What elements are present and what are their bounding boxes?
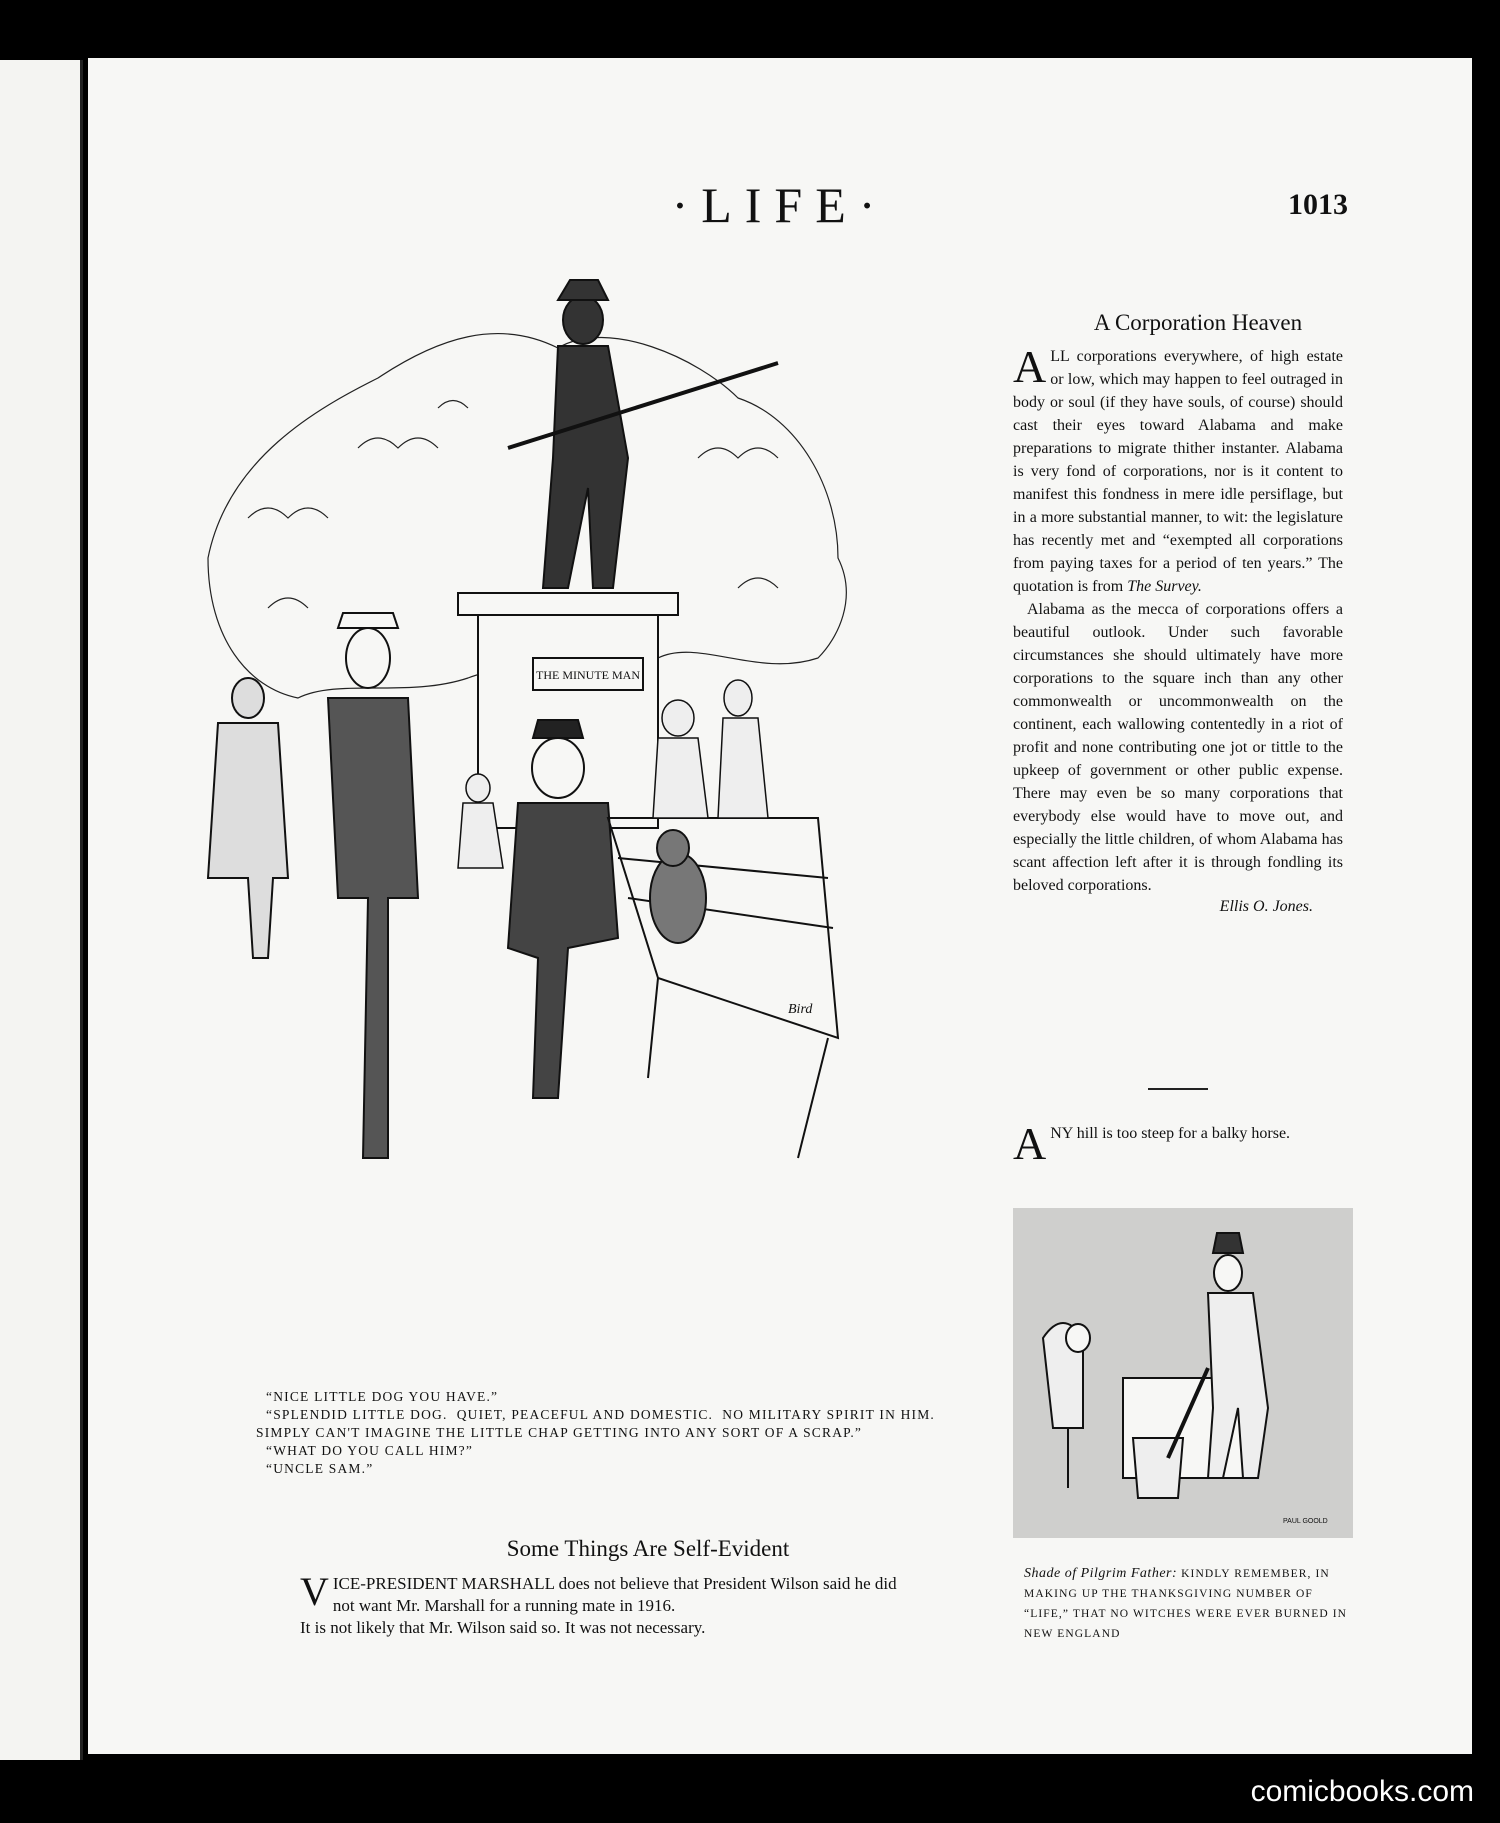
masthead: ·LIFE· bbox=[671, 177, 889, 233]
magazine-page bbox=[88, 58, 1472, 1754]
article-paragraph: Alabama as the mecca of corporations offers a beautiful outlook. Under such favorable circumstances she should ultimately have more corporations to the square inch than any other commonwealth or uncommonwealth on the continent, each wallowing contentedly in a riot of profit and none contributing one jot or tittle to the upkeep of government or other public expense. There may even be so many corporations that everybody else would have to move out, and especially the little children, of whom Alabama has scant affection left after it is through fondling its beloved corporations. bbox=[1013, 601, 1343, 894]
previous-page-edge bbox=[0, 60, 83, 1760]
dog bbox=[650, 830, 706, 943]
caption-speaker: Shade of Pilgrim Father: bbox=[1024, 1566, 1178, 1581]
pilgrim-father-cartoon bbox=[1013, 1208, 1353, 1538]
corporation-heaven-title: A Corporation Heaven bbox=[1093, 310, 1303, 335]
source-citation: The Survey. bbox=[1127, 578, 1202, 595]
caption-line: “UNCLE SAM.” bbox=[266, 1461, 374, 1476]
drop-cap: V bbox=[300, 1569, 329, 1614]
man-standing bbox=[328, 613, 418, 1158]
statue-plaque: THE MINUTE MAN bbox=[536, 668, 640, 682]
corporation-heaven-article bbox=[1013, 341, 1343, 918]
minute-man-statue bbox=[508, 280, 778, 588]
minute-man-cartoon bbox=[138, 258, 948, 1368]
self-evident-title: Some Things Are Self-Evident bbox=[506, 1536, 790, 1561]
caption-text: KINDLY REMEMBER, IN MAKING UP THE THANKSGIVING NUMBER OF “LIFE,” THAT NO WITCHES WERE EVER BURNED IN NEW ENGLAND bbox=[1024, 1568, 1348, 1640]
article-paragraph: ICE-PRESIDENT MARSHALL does not believe that President Wilson said he did not want Mr. Marshall for a running mate in 1916. bbox=[332, 1574, 897, 1615]
article-paragraph: It is not likely that Mr. Wilson said so. It was not necessary. bbox=[300, 1618, 706, 1637]
cartoon-caption bbox=[256, 1388, 996, 1478]
pilgrim-caption bbox=[1024, 1564, 1354, 1644]
drop-cap: A bbox=[1013, 1118, 1047, 1169]
caption-line: “SPLENDID LITTLE DOG. QUIET, PEACEFUL AND DOMESTIC. NO MILITARY SPIRIT IN HIM. SIMPLY CAN'T IMAGINE THE LITTLE CHAP GETTING INTO ANY SORT OF A SCRAP.” bbox=[256, 1407, 945, 1440]
aphorism-text: NY hill is too steep for a balky horse. bbox=[1050, 1125, 1291, 1142]
caption-line: “WHAT DO YOU CALL HIM?” bbox=[266, 1443, 474, 1458]
artist-signature: PAUL GOOLD bbox=[1283, 1518, 1328, 1525]
drop-cap: A bbox=[1013, 341, 1047, 392]
aphorism bbox=[1013, 1118, 1343, 1169]
wastebasket bbox=[1133, 1438, 1183, 1498]
author-byline: Ellis O. Jones. bbox=[1219, 898, 1313, 915]
park-bench bbox=[608, 818, 838, 1158]
site-watermark: comicbooks.com bbox=[1250, 1775, 1474, 1808]
page-number: 1013 bbox=[1288, 188, 1348, 221]
self-evident-article bbox=[300, 1569, 900, 1639]
article-paragraph: LL corporations everywhere, of high estate or low, which may happen to feel outraged in body or soul (if they have souls, of course) should cast their eyes toward Alabama and make preparations to migrate thither instanter. Alabama is very fond of corporations, nor is it content to manifest this fondness in mere idle persiflage, but in a more substantial manner, to wit: the legislature has recently met and “exempted all corporations from paying taxes for a period of ten years.” The quotation is from bbox=[1013, 348, 1343, 595]
section-divider bbox=[1148, 1088, 1208, 1090]
artist-signature: Bird bbox=[788, 1002, 813, 1017]
caption-line: “NICE LITTLE DOG YOU HAVE.” bbox=[266, 1389, 499, 1404]
policeman bbox=[208, 678, 288, 958]
